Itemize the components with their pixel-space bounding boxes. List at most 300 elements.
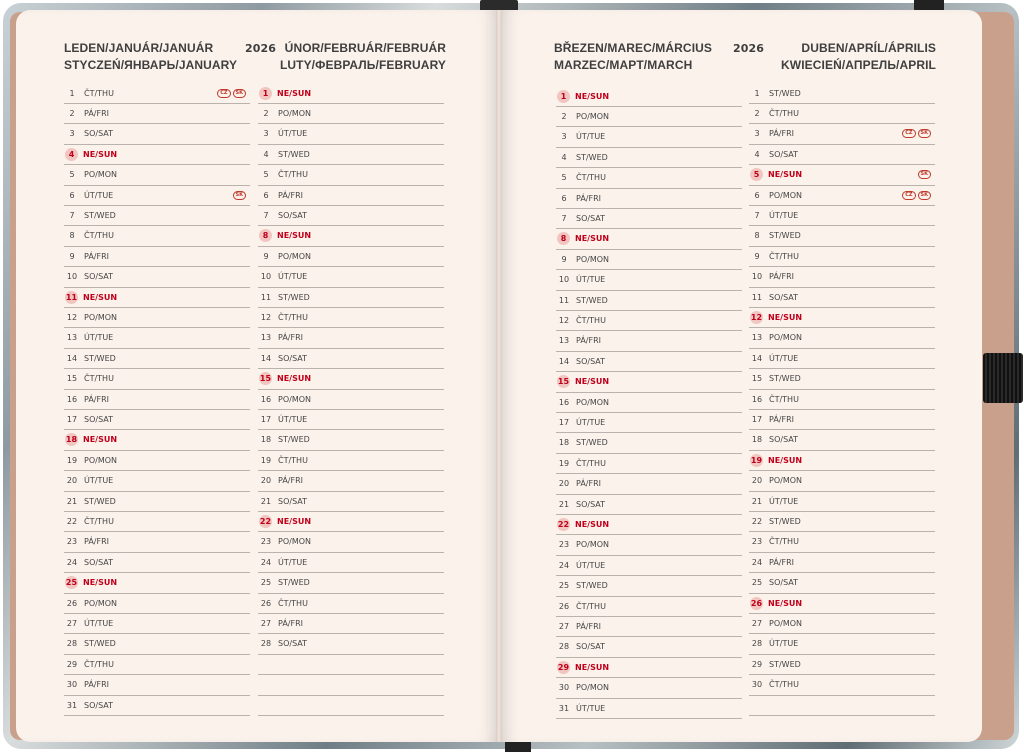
weekday-label: PO/MON (84, 455, 117, 465)
day-number: 17 (558, 417, 570, 427)
day-row (258, 103, 444, 124)
day-number: 31 (558, 703, 570, 713)
day-row (749, 389, 935, 410)
weekday-label: NE/SUN (575, 662, 610, 672)
weekday-label: PO/MON (576, 683, 609, 693)
day-row (64, 328, 250, 349)
holiday-country-badge: SK (233, 89, 246, 98)
weekday-label: PÁ/FRI (84, 251, 109, 261)
day-row (556, 331, 742, 352)
holiday-markers (902, 191, 931, 200)
weekday-label: ÚT/TUE (576, 703, 606, 713)
weekday-label: ČT/THU (576, 458, 606, 468)
day-number: 28 (66, 639, 78, 649)
day-number: 24 (558, 560, 570, 570)
day-row (258, 573, 444, 594)
weekday-label: SO/SAT (278, 210, 308, 220)
weekday-label: ČT/THU (769, 537, 799, 547)
weekday-label: ÚT/TUE (576, 275, 606, 285)
day-number: 6 (69, 190, 75, 200)
month-title-april (781, 40, 936, 74)
day-row (749, 205, 935, 226)
day-row (749, 430, 935, 451)
weekday-label: ČT/THU (769, 251, 799, 261)
day-number: 3 (561, 132, 567, 142)
day-number: 2 (561, 111, 567, 121)
day-row (749, 532, 935, 553)
day-number: 15 (259, 374, 272, 384)
day-number: 12 (558, 315, 570, 325)
day-row (64, 165, 250, 186)
day-number: 13 (751, 333, 763, 343)
day-row (556, 453, 742, 474)
month-title-line: ÚNOR/FEBRUÁR/FEBRUÁR (284, 41, 446, 55)
day-number: 9 (561, 254, 567, 264)
day-number: 14 (260, 353, 272, 363)
day-number: 28 (751, 639, 763, 649)
weekday-label: ST/WED (278, 578, 310, 588)
weekday-label: PÁ/FRI (576, 336, 601, 346)
day-number: 1 (69, 88, 75, 98)
day-row (749, 593, 935, 614)
month-title-line: DUBEN/APRÍL/ÁPRILIS (801, 41, 936, 55)
day-row (556, 698, 742, 719)
day-row (556, 494, 742, 515)
day-row (749, 103, 935, 124)
weekday-label: NE/SUN (768, 312, 803, 322)
day-row (749, 348, 935, 369)
day-row (64, 654, 250, 675)
day-row (556, 372, 742, 393)
day-number: 30 (66, 680, 78, 690)
day-row (258, 450, 444, 471)
weekday-label: SO/SAT (769, 435, 799, 445)
weekday-label: ST/WED (576, 295, 608, 305)
weekday-label: ČT/THU (84, 659, 114, 669)
day-number: 21 (66, 496, 78, 506)
month-title-line: MARZEC/MAPT/MARCH (554, 58, 693, 72)
weekday-label: NE/SUN (277, 516, 312, 526)
day-number: 19 (750, 455, 763, 465)
day-number: 28 (558, 642, 570, 652)
day-row (258, 409, 444, 430)
day-row (749, 369, 935, 390)
weekday-label: ST/WED (576, 581, 608, 591)
day-row (749, 675, 935, 696)
day-number: 11 (751, 292, 763, 302)
weekday-label: PO/MON (576, 540, 609, 550)
day-number: 3 (754, 129, 760, 139)
weekday-label: ČT/THU (278, 455, 308, 465)
weekday-label: PÁ/FRI (769, 557, 794, 567)
day-row (64, 409, 250, 430)
day-number: 11 (65, 292, 78, 302)
weekday-label: PÁ/FRI (769, 272, 794, 282)
day-number: 7 (263, 210, 269, 220)
weekday-label: ST/WED (769, 88, 801, 98)
day-number: 26 (66, 598, 78, 608)
day-row (64, 430, 250, 451)
day-row (556, 106, 742, 127)
weekday-label: PÁ/FRI (576, 479, 601, 489)
day-number: 8 (754, 231, 760, 241)
day-row (556, 351, 742, 372)
day-number: 27 (260, 618, 272, 628)
day-row (258, 144, 444, 165)
day-row (258, 389, 444, 410)
weekday-label: SO/SAT (576, 642, 606, 652)
weekday-label: ÚT/TUE (278, 272, 308, 282)
weekday-label: SO/SAT (769, 578, 799, 588)
day-row (258, 532, 444, 553)
day-row (64, 613, 250, 634)
day-row (556, 86, 742, 107)
day-row (64, 205, 250, 226)
day-row (64, 287, 250, 308)
day-row (556, 555, 742, 576)
day-number: 2 (754, 108, 760, 118)
weekday-label: ČT/THU (84, 516, 114, 526)
day-number: 25 (65, 578, 78, 588)
month-title-february (280, 40, 446, 74)
weekday-label: ÚT/TUE (769, 639, 799, 649)
day-row (556, 596, 742, 617)
day-row (64, 124, 250, 145)
weekday-label: PÁ/FRI (84, 108, 109, 118)
day-number: 13 (558, 336, 570, 346)
day-number: 20 (66, 476, 78, 486)
weekday-label: SO/SAT (576, 213, 606, 223)
weekday-label: ČT/THU (84, 88, 114, 98)
day-row (749, 267, 935, 288)
day-row (556, 392, 742, 413)
day-number: 8 (557, 232, 570, 245)
weekday-label: ÚT/TUE (278, 129, 308, 139)
weekday-label: PO/MON (278, 394, 311, 404)
day-row (749, 307, 935, 328)
day-number: 29 (557, 662, 570, 672)
day-number: 18 (558, 438, 570, 448)
day-number: 10 (66, 272, 78, 282)
weekday-label: ST/WED (576, 438, 608, 448)
day-number: 19 (558, 458, 570, 468)
weekday-label: PÁ/FRI (84, 537, 109, 547)
day-number: 17 (260, 414, 272, 424)
day-row (258, 552, 444, 573)
weekday-label: NE/SUN (83, 149, 118, 159)
day-number: 22 (751, 516, 763, 526)
day-row (556, 474, 742, 495)
day-number: 16 (260, 394, 272, 404)
day-number: 25 (751, 578, 763, 588)
day-number: 15 (557, 377, 570, 387)
day-row (749, 409, 935, 430)
day-row (258, 511, 444, 532)
weekday-label: NE/SUN (83, 292, 118, 302)
january-column (64, 83, 250, 717)
weekday-label: ČT/THU (769, 108, 799, 118)
day-row (64, 185, 250, 206)
day-number: 10 (751, 272, 763, 282)
weekday-label: PÁ/FRI (576, 621, 601, 631)
day-number: 21 (260, 496, 272, 506)
day-row (258, 185, 444, 206)
weekday-label: NE/SUN (575, 234, 610, 244)
weekday-label: SO/SAT (278, 496, 308, 506)
weekday-label: ÚT/TUE (84, 476, 114, 486)
day-row (556, 147, 742, 168)
weekday-label: PÁ/FRI (278, 333, 303, 343)
day-number: 18 (751, 435, 763, 445)
weekday-label: ÚT/TUE (278, 557, 308, 567)
weekday-label: SO/SAT (278, 639, 308, 649)
day-row (749, 328, 935, 349)
day-number: 2 (263, 108, 269, 118)
day-row (556, 270, 742, 291)
weekday-label: ČT/THU (576, 173, 606, 183)
weekday-label: SO/SAT (84, 272, 114, 282)
month-title-line: KWIECIEŃ/АПРЕЛЬ/APRIL (781, 58, 936, 72)
weekday-label: NE/SUN (768, 598, 803, 608)
weekday-label: PÁ/FRI (769, 129, 794, 139)
day-number: 7 (69, 210, 75, 220)
day-row (258, 654, 444, 675)
day-row (749, 450, 935, 471)
holiday-country-badge: SK (233, 191, 246, 200)
day-number: 12 (750, 312, 763, 322)
day-row (556, 208, 742, 229)
holiday-markers (217, 89, 246, 98)
holiday-country-badge: SK (918, 129, 931, 138)
weekday-label: ČT/THU (84, 231, 114, 241)
day-row (64, 491, 250, 512)
weekday-label: ST/WED (576, 152, 608, 162)
day-row (64, 307, 250, 328)
weekday-label: PO/MON (769, 190, 802, 200)
day-row (556, 514, 742, 535)
day-number: 16 (558, 397, 570, 407)
day-row (64, 226, 250, 247)
holiday-country-badge: SK (918, 191, 931, 200)
day-number: 27 (558, 621, 570, 631)
day-row (258, 307, 444, 328)
day-row (749, 287, 935, 308)
weekday-label: SO/SAT (576, 499, 606, 509)
weekday-label: PO/MON (84, 312, 117, 322)
day-number: 11 (558, 295, 570, 305)
day-row (258, 430, 444, 451)
day-row (64, 267, 250, 288)
day-row (556, 535, 742, 556)
day-number: 24 (751, 557, 763, 567)
day-number: 15 (751, 374, 763, 384)
day-number: 20 (751, 476, 763, 486)
day-row (258, 124, 444, 145)
day-number: 24 (260, 557, 272, 567)
day-number: 30 (751, 680, 763, 690)
day-row (749, 613, 935, 634)
day-row (556, 637, 742, 658)
day-number: 4 (65, 148, 78, 161)
february-column (258, 83, 444, 717)
weekday-label: NE/SUN (575, 519, 610, 529)
day-row (749, 511, 935, 532)
day-number: 26 (750, 598, 763, 608)
day-number: 13 (260, 333, 272, 343)
day-number: 3 (69, 129, 75, 139)
left-page (16, 10, 498, 742)
day-row (258, 369, 444, 390)
day-row (749, 144, 935, 165)
day-row (258, 348, 444, 369)
day-row (749, 185, 935, 206)
day-number: 4 (263, 149, 269, 159)
day-number: 17 (751, 414, 763, 424)
weekday-label: PO/MON (278, 251, 311, 261)
month-title-january (64, 40, 237, 74)
holiday-markers (902, 129, 931, 138)
day-number: 12 (260, 312, 272, 322)
weekday-label: NE/SUN (277, 231, 312, 241)
day-number: 9 (754, 251, 760, 261)
month-title-line: STYCZEŃ/ЯНВАРЬ/JANUARY (64, 58, 238, 72)
weekday-label: ST/WED (769, 659, 801, 669)
weekday-label: PO/MON (576, 254, 609, 264)
day-row (749, 471, 935, 492)
day-row (556, 249, 742, 270)
day-row (258, 205, 444, 226)
day-row (64, 348, 250, 369)
day-number: 6 (754, 190, 760, 200)
day-row (749, 246, 935, 267)
day-row (64, 450, 250, 471)
weekday-label: PÁ/FRI (769, 414, 794, 424)
weekday-label: ST/WED (84, 210, 116, 220)
day-number: 27 (751, 618, 763, 628)
day-number: 31 (66, 700, 78, 710)
weekday-label: PÁ/FRI (576, 193, 601, 203)
weekday-label: SO/SAT (84, 700, 114, 710)
day-number: 20 (558, 479, 570, 489)
day-number: 6 (263, 190, 269, 200)
weekday-label: ČT/THU (84, 374, 114, 384)
day-row (64, 573, 250, 594)
weekday-label: SO/SAT (769, 292, 799, 302)
day-row (556, 127, 742, 148)
day-number: 23 (66, 537, 78, 547)
weekday-label: PO/MON (576, 397, 609, 407)
weekday-label: NE/SUN (575, 377, 610, 387)
day-row (258, 165, 444, 186)
holiday-country-badge: CZ (902, 129, 915, 138)
day-row (556, 576, 742, 597)
weekday-label: PÁ/FRI (278, 618, 303, 628)
weekday-label: SO/SAT (278, 353, 308, 363)
weekday-label: ÚT/TUE (769, 353, 799, 363)
weekday-label: PÁ/FRI (278, 476, 303, 486)
day-number: 25 (260, 578, 272, 588)
day-number: 13 (66, 333, 78, 343)
day-number: 5 (750, 168, 763, 181)
day-number: 17 (66, 414, 78, 424)
day-row (258, 634, 444, 655)
holiday-country-badge: CZ (217, 89, 230, 98)
day-row (749, 654, 935, 675)
day-number: 19 (260, 455, 272, 465)
day-row (556, 616, 742, 637)
weekday-label: PO/MON (769, 476, 802, 486)
day-number: 9 (69, 251, 75, 261)
day-row (749, 573, 935, 594)
weekday-label: PÁ/FRI (84, 394, 109, 404)
day-number: 23 (260, 537, 272, 547)
weekday-label: SO/SAT (84, 414, 114, 424)
day-number: 23 (751, 537, 763, 547)
day-number: 30 (558, 683, 570, 693)
year-label: 2026 (245, 42, 277, 55)
day-row (749, 491, 935, 512)
day-row (556, 657, 742, 678)
day-row (64, 532, 250, 553)
day-number: 25 (558, 581, 570, 591)
day-row (556, 168, 742, 189)
day-row (258, 246, 444, 267)
weekday-label: ST/WED (769, 231, 801, 241)
elastic-closure-band (983, 353, 1023, 403)
day-number: 5 (263, 170, 269, 180)
weekday-label: ÚT/TUE (84, 618, 114, 628)
day-row (749, 634, 935, 655)
day-number: 28 (260, 639, 272, 649)
day-number: 23 (558, 540, 570, 550)
month-title-march (554, 40, 712, 74)
day-number: 15 (66, 374, 78, 384)
day-number: 5 (69, 170, 75, 180)
day-number: 3 (263, 129, 269, 139)
right-page (500, 10, 982, 742)
day-row (258, 267, 444, 288)
day-row (749, 226, 935, 247)
day-number: 29 (751, 659, 763, 669)
day-row (64, 144, 250, 165)
day-row (258, 471, 444, 492)
weekday-label: ÚT/TUE (769, 496, 799, 506)
day-row (749, 124, 935, 145)
day-number: 9 (263, 251, 269, 261)
day-number: 22 (259, 516, 272, 526)
day-row (258, 83, 444, 104)
weekday-label: ÚT/TUE (576, 417, 606, 427)
march-column (556, 86, 742, 720)
day-number: 14 (558, 356, 570, 366)
month-title-line: LEDEN/JANUÁR/JANUÁR (64, 41, 214, 55)
day-number: 20 (260, 476, 272, 486)
weekday-label: NE/SUN (83, 435, 118, 445)
month-title-line: LUTY/ФЕВРАЛЬ/FEBRUARY (279, 58, 446, 72)
holiday-country-badge: CZ (902, 191, 915, 200)
day-row (556, 433, 742, 454)
day-row (258, 491, 444, 512)
month-title-line: BŘEZEN/MAREC/MÁRCIUS (554, 41, 712, 55)
day-number: 1 (754, 88, 760, 98)
weekday-label: NE/SUN (768, 170, 803, 180)
day-number: 4 (561, 152, 567, 162)
year-label: 2026 (733, 42, 765, 55)
weekday-label: ČT/THU (769, 680, 799, 690)
day-row (64, 369, 250, 390)
day-row (64, 593, 250, 614)
weekday-label: ST/WED (278, 435, 310, 445)
